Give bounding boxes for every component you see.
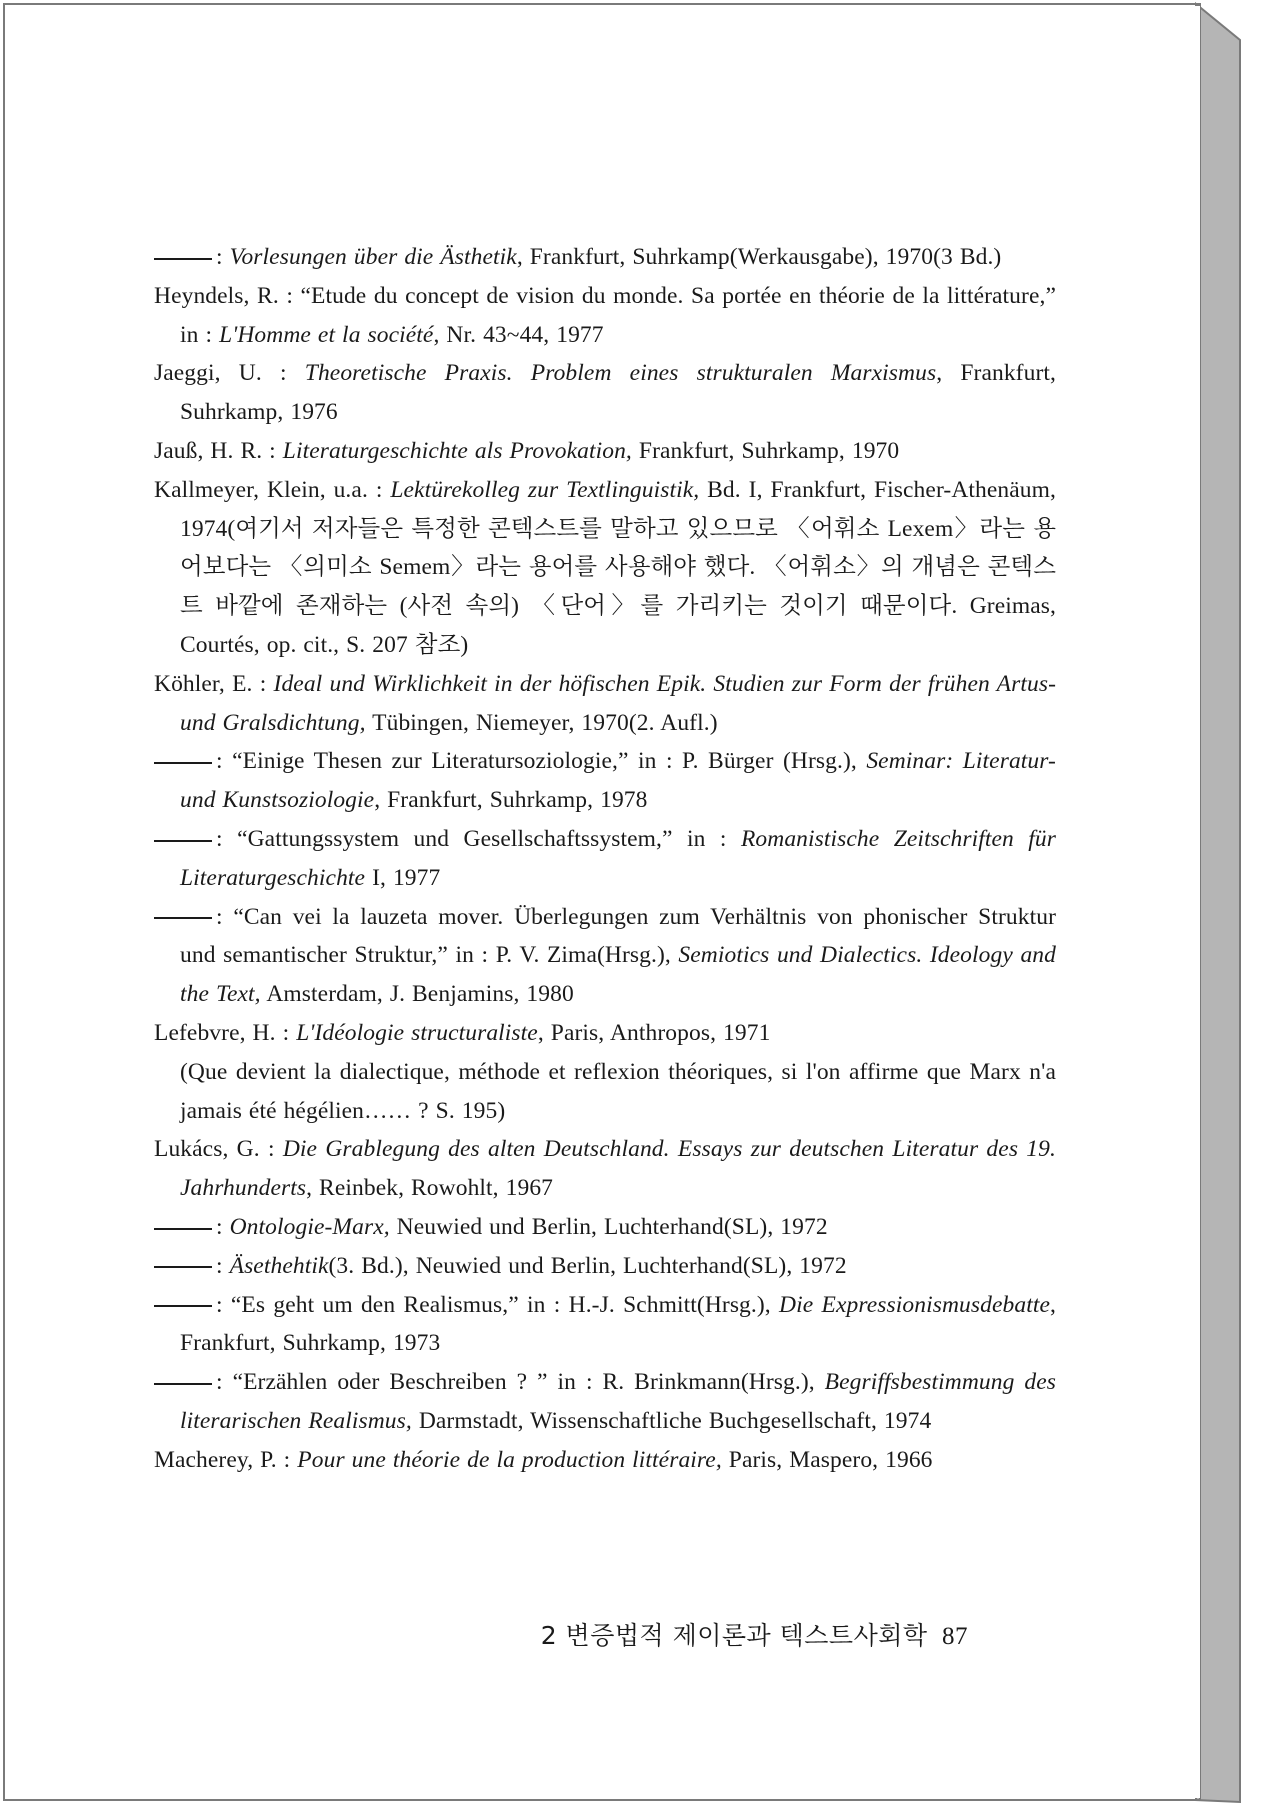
entry-text: Lukács, G. : [154, 1136, 283, 1163]
entry-text: , Frankfurt, Suhrkamp, 1973 [180, 1291, 1056, 1357]
entry-title: Vorlesungen über die Ästhetik [229, 244, 517, 270]
entry-text: : [216, 1213, 230, 1240]
entry-text: : “Erzählen oder Beschreiben ? ” in : R. Brinkmann(Hrsg.), [216, 1369, 825, 1396]
entry-text: , Nr. 43~44, 1977 [433, 321, 604, 348]
bibliography-entry [154, 1208, 1056, 1247]
entry-title: Literaturgeschichte als Provokation, [282, 437, 632, 464]
page-number: 87 [942, 1623, 968, 1650]
entry-text: , Reinbek, Rowohlt, 1967 [306, 1175, 554, 1202]
entry-text: Frankfurt, Suhrkamp, 1970 [631, 437, 900, 464]
entry-text: : “Gattungssystem und Gesellschaftssystem,” in : [216, 825, 741, 852]
entry-text: I, 1977 [365, 864, 441, 891]
bibliography-list [154, 238, 1056, 1480]
bibliography-entry [154, 1053, 1056, 1131]
entry-text: Neuwied und Berlin, Luchterhand(SL), 1972 [389, 1213, 828, 1240]
bibliography-entry [154, 1286, 1056, 1364]
repeat-author-dash [154, 1266, 212, 1268]
entry-title: Die Expressionismusdebatte [779, 1291, 1050, 1318]
repeat-author-dash [154, 917, 212, 919]
entry-text: Jauß, H. R. : [154, 437, 283, 464]
bibliography-entry [154, 1014, 1056, 1053]
bibliography-entry [154, 354, 1056, 432]
bibliography-entry [154, 471, 1056, 665]
repeat-author-dash [154, 1228, 212, 1230]
entry-title: Seminar: Literatur-und Kunstsoziologie [180, 748, 1056, 814]
entry-text: : [216, 1252, 230, 1279]
entry-title: Ideal und Wirklichkeit in der höfischen Epik. Studien zur Form der frühen Artus- und Gralsdichtung, [180, 670, 1056, 736]
entry-text: , Paris, Anthropos, 1971 [537, 1019, 771, 1046]
entry-title: L'Idéologie structuraliste [296, 1019, 538, 1046]
repeat-author-dash [154, 1305, 212, 1307]
entry-text: , Frankfurt, Suhrkamp, 1978 [374, 787, 648, 814]
bibliography-entry [154, 277, 1056, 355]
entry-text: Macherey, P. : [154, 1446, 298, 1473]
entry-title: Äsethehtik [229, 1252, 329, 1279]
entry-text: Kallmeyer, Klein, u.a. : [154, 476, 391, 503]
entry-text: Lefebvre, H. : [154, 1019, 297, 1046]
entry-text: : “Einige Thesen zur Literatursoziologie,” in : P. Bürger (Hrsg.), [216, 748, 867, 775]
bibliography-entry [154, 742, 1056, 820]
entry-title: Begriffsbestimmung des literarischen Realismus, [180, 1369, 1057, 1434]
repeat-author-dash [154, 840, 212, 842]
book-page [6, 6, 1200, 1798]
entry-text: (Que devient la dialectique, méthode et reflexion théoriques, si l'on affirme que Marx n'a jamais été hégélien…… ? S. 195) [180, 1058, 1056, 1124]
entry-text: Amsterdam, J. Benjamins, 1980 [260, 981, 574, 1008]
repeat-author-dash [154, 762, 212, 764]
entry-text: Paris, Maspero, 1966 [721, 1446, 933, 1473]
entry-title: Romanistische Zeitschriften für Literaturgeschichte [180, 825, 1056, 891]
repeat-author-dash [154, 258, 212, 260]
bibliography-entry [154, 665, 1056, 743]
running-head-title: 2 변증법적 제이론과 텍스트사회학 [540, 1621, 928, 1650]
entry-title: Lektürekolleg zur Textlinguistik, [390, 476, 700, 503]
entry-text: (3. Bd.), Neuwied und Berlin, Luchterhand(SL), 1972 [328, 1252, 847, 1279]
entry-title: L'Homme et la société [219, 321, 434, 348]
entry-text: Jaeggi, U. : [154, 360, 305, 387]
entry-text: Heyndels, R. : “Etude du concept de vision du monde. Sa portée en théorie de la littérature,” in : [154, 282, 1056, 348]
entry-text: Tübingen, Niemeyer, 1970(2. Aufl.) [365, 709, 718, 736]
bibliography-entry [154, 1363, 1056, 1441]
entry-text: : [216, 244, 230, 270]
bibliography-entry [154, 432, 1056, 471]
entry-title: Die Grablegung des alten Deutschland. Essays zur deutschen Literatur des 19. Jahrhunderts [180, 1136, 1056, 1202]
repeat-author-dash [154, 1383, 212, 1385]
bibliography-entry [154, 1247, 1056, 1286]
entry-text: Köhler, E. : [154, 670, 274, 697]
entry-text: Bd. I, Frankfurt, Fischer-Athenäum, 1974(여기서 저자들은 특정한 콘텍스트를 말하고 있으므로 〈어휘소 Lexem〉라는 용어보다는 〈의미소 Semem〉라는 용어를 사용해야 했다. 〈어휘소〉의 개념은 콘텍스트 바깥에 존재하는 (사전 속의) 〈단어〉를 가리키는 것이기 때문이다. Greimas, Courtés, op. cit., S. 207 참조) [180, 476, 1056, 658]
entry-title: Semiotics und Dialectics. Ideology and the Text, [180, 942, 1056, 1008]
bibliography-entry [154, 898, 1056, 1014]
entry-title: Theoretische Praxis. Problem eines strukturalen Marxismus [304, 360, 937, 387]
entry-text: , Frankfurt, Suhrkamp(Werkausgabe), 1970(3 Bd.) [516, 244, 1002, 270]
bibliography-entry [154, 1441, 1056, 1480]
entry-text: : “Es geht um den Realismus,” in : H.-J. Schmitt(Hrsg.), [216, 1291, 780, 1318]
bibliography-entry [154, 238, 1056, 277]
entry-text: , Frankfurt, Suhrkamp, 1976 [180, 360, 1056, 426]
running-head [541, 1616, 968, 1652]
bibliography-entry [154, 1130, 1056, 1208]
entry-text: Darmstadt, Wissenschaftliche Buchgesellschaft, 1974 [411, 1407, 932, 1434]
bibliography-entry [154, 820, 1056, 898]
entry-title: Pour une théorie de la production littéraire, [297, 1446, 722, 1473]
entry-text: : “Can vei la lauzeta mover. Überlegungen zum Verhältnis von phonischer Struktur und semantischer Struktur,” in : P. V. Zima(Hrsg.), [180, 903, 1056, 969]
entry-title: Ontologie-Marx, [229, 1213, 390, 1240]
